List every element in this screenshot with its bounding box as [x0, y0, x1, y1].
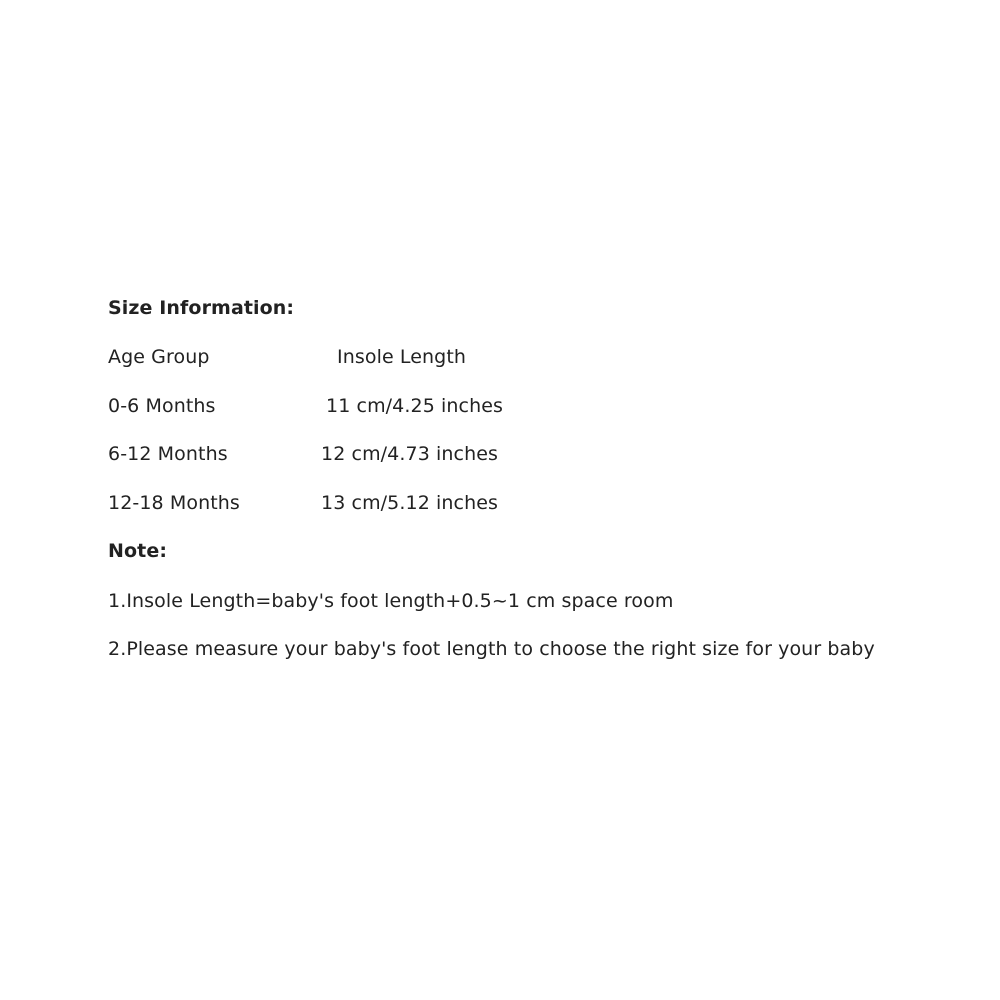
age-group-column-header: Age Group	[108, 346, 210, 368]
table-row-length: 13 cm/5.12 inches	[321, 492, 499, 514]
table-row-age: 6-12 Months	[108, 443, 228, 465]
note-item: 1.Insole Length=baby's foot length+0.5~1 cm space room	[108, 590, 674, 612]
table-row-age: 12-18 Months	[108, 492, 240, 514]
table-row-age: 0-6 Months	[108, 395, 216, 417]
size-information-heading: Size Information:	[108, 297, 295, 319]
note-item: 2.Please measure your baby's foot length to choose the right size for your baby	[108, 638, 875, 660]
note-heading: Note:	[108, 540, 168, 562]
table-row-length: 12 cm/4.73 inches	[321, 443, 499, 465]
table-row-length: 11 cm/4.25 inches	[326, 395, 504, 417]
insole-length-column-header: Insole Length	[337, 346, 467, 368]
